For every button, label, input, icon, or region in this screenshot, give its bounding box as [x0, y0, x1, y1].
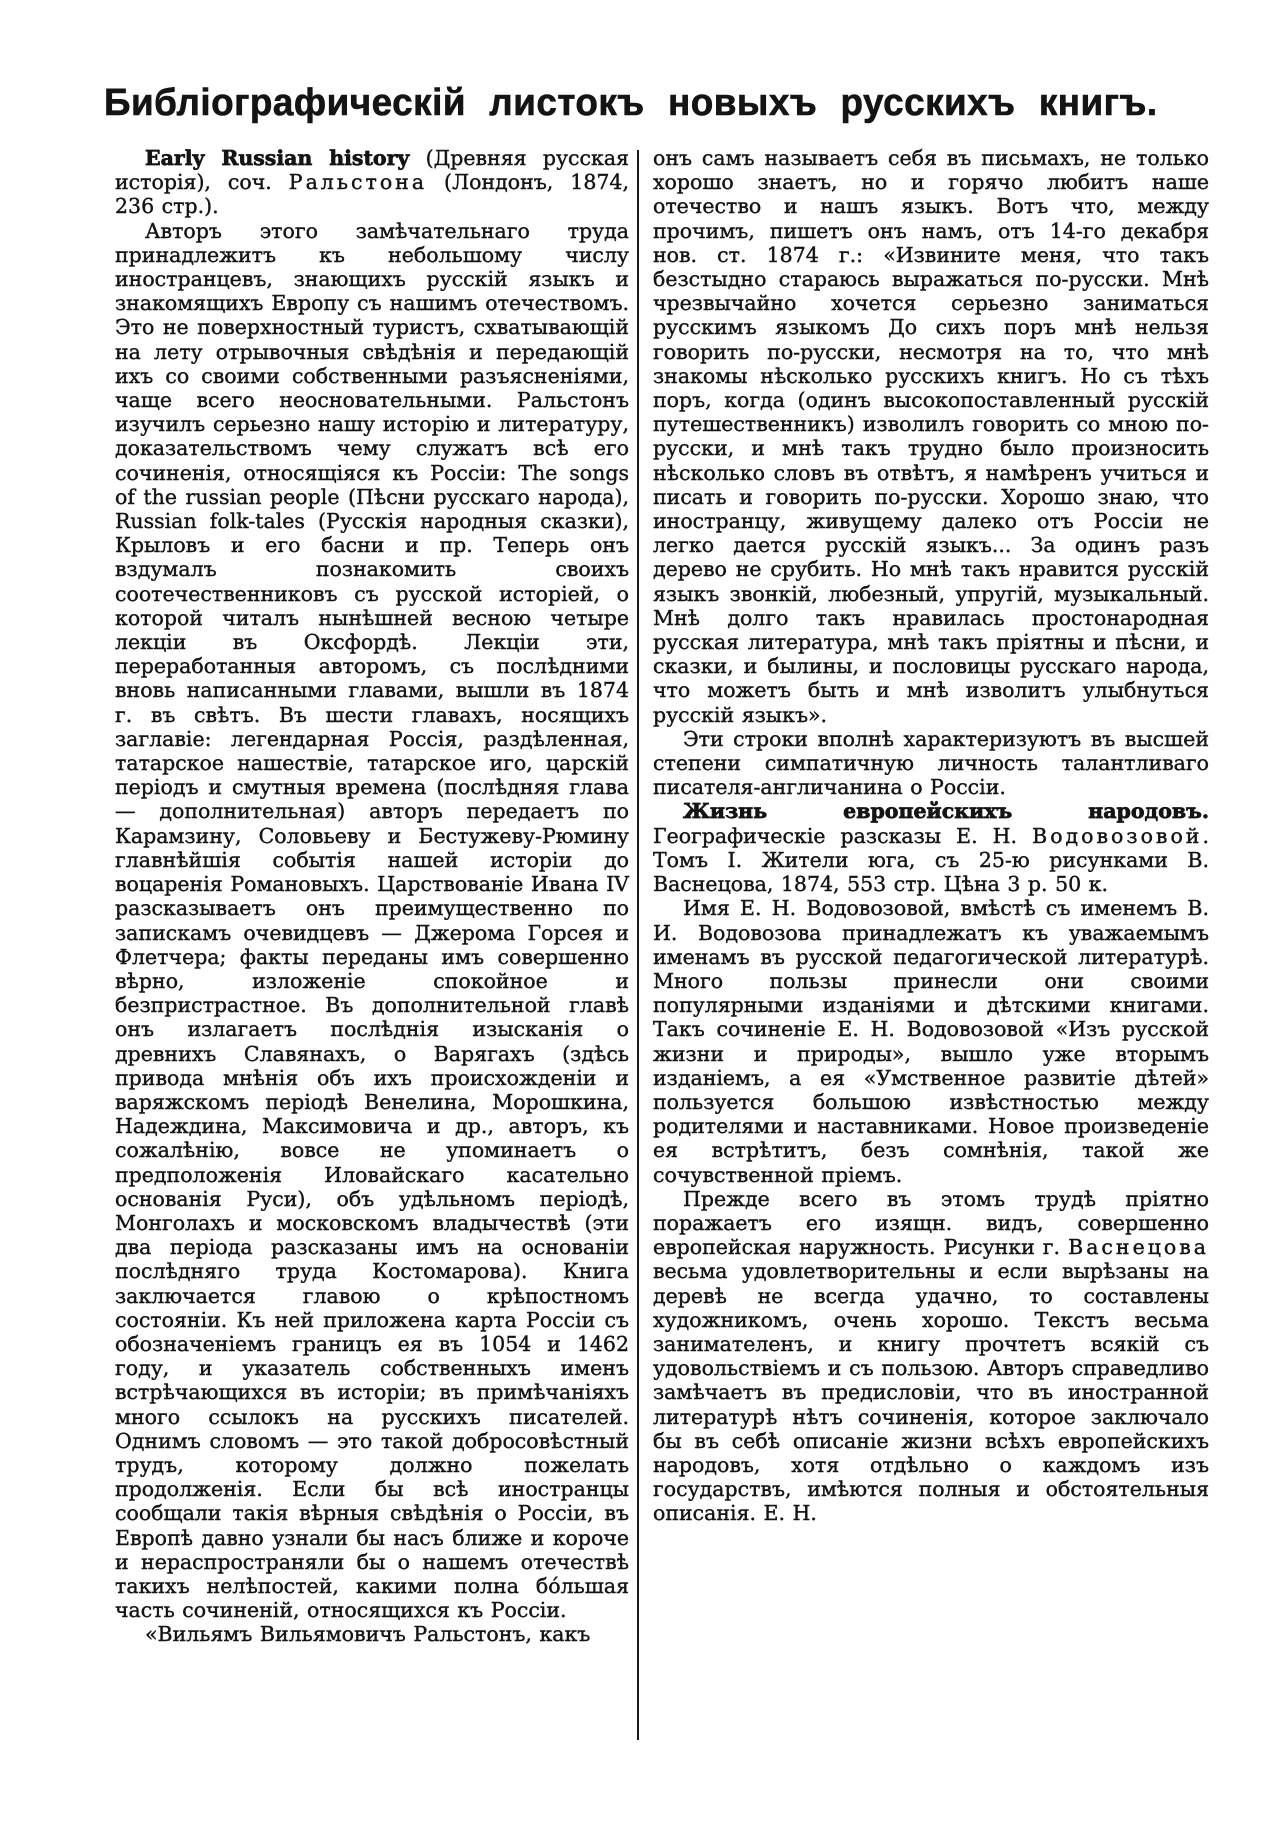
left-column: [115, 146, 629, 1647]
text-run: (Лондонъ, 1874, 236 стр.).: [115, 170, 629, 219]
text-run: . Томъ I. Жители юга, съ 25-ю рисунками В. Васнецова, 1874, 553 стр. Цѣна 3 р. 50 к.: [653, 823, 1209, 897]
paragraph: [115, 146, 629, 219]
text-run: Водовозовой: [1032, 823, 1203, 848]
text-run: Имя Е. Н. Водовозовой, вмѣстѣ съ именемъ В. И. Водовозова принадлежатъ къ уважаемымъ именамъ въ русской педагогической литературѣ. Много пользы принесли они своими популярными изданіями и дѣтскими книгами. Такъ сочиненіе Е. Н. Водовозовой «Изъ русской жизни и природы», вышло уже вторымъ изданіемъ, а ея «Умственное развитіе дѣтей» пользуется большою извѣстностью между родителями и наставниками. Новое произведеніе ея встрѣтитъ, безъ сомнѣнія, такой же сочувственной пріемъ.: [653, 896, 1209, 1187]
page-title: Библіографическій листокъ новыхъ русскихъ книгъ.: [104, 82, 1158, 124]
paragraph: [653, 799, 1209, 896]
right-column: [653, 146, 1209, 1526]
text-run: Авторъ этого замѣчательнаго труда принадлежитъ къ небольшому числу иностранцевъ, знающихъ русскій языкъ и знакомящихъ Европу съ нашимъ отечествомъ. Это не поверхностный туристъ, схватывающій на лету отрывочныя свѣдѣнія и передающій ихъ со своими собственными разъясненіями, чаще всего неосновательными. Ральстонъ изучилъ серьезно нашу исторію и литературу, доказательствомъ чему служатъ всѣ его сочиненія, относящіяся къ Россіи: The songs of the russian people (Пѣсни русскаго народа), Russian folk-tales (Русскія народныя сказки), Крыловъ и его басни и пр. Теперь онъ вздумалъ познакомить своихъ соотечественниковъ съ русской исторіей, о которой читалъ нынѣшней весною четыре лекціи въ Оксфордѣ. Лекціи эти, переработанныя авторомъ, съ послѣдними вновь написанными главами, вышли въ 1874 г. въ свѣтъ. Въ шести главахъ, носящихъ заглавіе: легендарная Россія, раздѣленная, татарское нашествіе, татарское иго, царскій періодъ и смутныя времена (послѣдняя глава — дополнительная) авторъ передаетъ по Карамзину, Соловьеву и Бестужеву-Рюмину главнѣйшія событія нашей исторіи до воцаренія Романовыхъ. Царствованіе Ивана IV разсказываетъ онъ преимущественно по запискамъ очевидцевъ — Джерома Горсея и Флетчера; факты переданы имъ совершенно вѣрно, изложеніе спокойное и безпристрастное. Въ дополнительной главѣ онъ излагаетъ послѣднія изысканія о древнихъ Славянахъ, о Варягахъ (здѣсь привода мнѣнія объ ихъ происхожденіи и варяжскомъ періодѣ Венелина, Морошкина, Надеждина, Максимовича и др., авторъ, къ сожалѣнію, вовсе не упоминаетъ о предположенія Иловайскаго касательно основанія Руси), объ удѣльномъ періодѣ, Монголахъ и московскомъ владычествѣ (эти два періода разсказаны имъ на основаніи послѣдняго труда Костомарова). Книга заключается главою о крѣпостномъ состояніи. Къ ней приложена карта Россіи съ обозначеніемъ границъ ея въ 1054 и 1462 году, и указатель собственныхъ именъ встрѣчающихся въ исторіи; въ примѣчаніяхъ много ссылокъ на русскихъ писателей. Однимъ словомъ — это такой добросовѣстный трудъ, которому должно пожелать продолженія. Если бы всѣ иностранцы сообщали такія вѣрныя свѣдѣнія о Россіи, въ Европѣ давно узнали бы насъ ближе и короче и нераспространяли бы о нашемъ отечествѣ такихъ нелѣпостей, какими полна бо́льшая часть сочиненій, относящихся къ Россіи.: [115, 218, 629, 1623]
column-divider: [637, 150, 639, 1740]
text-run: Эти строки вполнѣ характеризуютъ въ высшей степени симпатичную личность талантливаго писателя-англичанина о Россіи.: [653, 726, 1209, 800]
paragraph: [115, 1622, 629, 1646]
text-run: Early Russian history: [145, 146, 410, 170]
text-run: (Древняя русская исторія), соч.: [115, 146, 629, 195]
text-run: Прежде всего въ этомъ трудѣ пріятно поражаетъ его изящн. видъ, совершенно европейская наружность. Рисунки г.: [653, 1186, 1209, 1260]
paragraph: [653, 896, 1209, 1186]
paragraph: [653, 146, 1209, 727]
text-run: весьма удовлетворительны и если вырѣзаны на деревѣ не всегда удачно, то составлены художникомъ, очень хорошо. Текстъ весьма занимателенъ, и книгу прочтетъ всякій съ удовольствіемъ и съ пользою. Авторъ справедливо замѣчаетъ въ предисловіи, что въ иностранной литературѣ нѣтъ сочиненія, которое заключало бы въ себѣ описаніе жизни всѣхъ европейскихъ народовъ, хотя отдѣльно о каждомъ изъ государствъ, имѣются полныя и обстоятельныя описанія. Е. Н.: [653, 1259, 1209, 1526]
paragraph: [653, 1187, 1209, 1526]
text-run: онъ самъ называетъ себя въ письмахъ, не только хорошо знаетъ, но и горячо любитъ наше отечество и нашъ языкъ. Вотъ что, между прочимъ, пишетъ онъ намъ, отъ 14-го декабря нов. ст. 1874 г.: «Извините меня, что такъ безстыдно стараюсь выражаться по-русски. Мнѣ чрезвычайно хочется серьезно заниматься русскимъ языкомъ До сихъ поръ мнѣ нельзя говорить по-русски, несмотря на то, что мнѣ знакомы нѣсколько русскихъ книгъ. Но съ тѣхъ поръ, когда (одинъ высокопоставленный русскій путешественникъ) изволилъ говорить со мною по-русски, и мнѣ такъ трудно было произносить нѣсколько словъ въ отвѣтъ, я намѣренъ учиться и писать и говорить по-русски. Хорошо знаю, что иностранцу, живущему далеко отъ Россіи не легко дается русскій языкъ... За одинъ разъ дерево не срубить. Но мнѣ такъ нравится русскій языкъ звонкій, любезный, упругій, музыкальный. Мнѣ долго такъ нравилась простонародная русская литература, мнѣ такъ пріятны и пѣсни, и сказки, и былины, и пословицы русскаго народа, что можетъ быть и мнѣ изволитъ улыбнуться русскій языкъ».: [653, 146, 1209, 727]
text-run: Васнецова: [1068, 1235, 1209, 1260]
text-run: Ральстона: [288, 170, 428, 195]
text-run: Географическіе разсказы Е. Н.: [653, 823, 1033, 848]
paragraph: [115, 219, 629, 1623]
text-run: Жизнь европейскихъ народовъ.: [683, 799, 1209, 824]
paragraph: [653, 727, 1209, 800]
text-run: «Вильямъ Вильямовичъ Ральстонъ, какъ: [145, 1622, 591, 1647]
